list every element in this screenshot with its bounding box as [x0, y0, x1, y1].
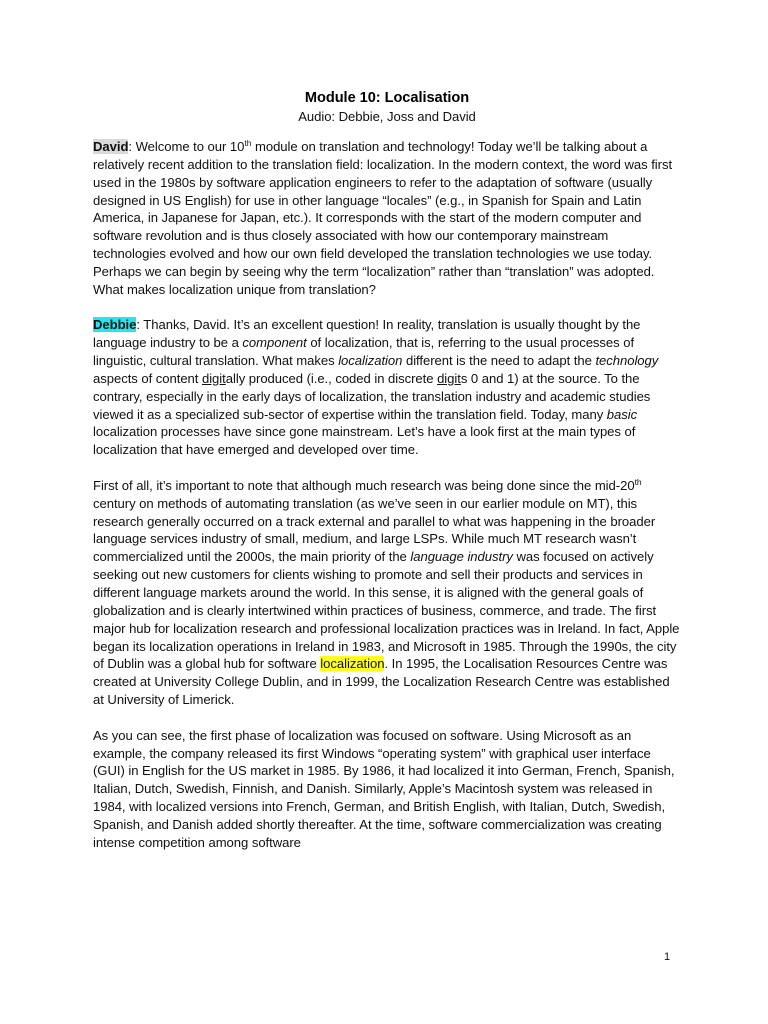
- text-run: of localization, that is, referring to the usual processes of linguistic, cultural translation. What makes: [93, 335, 635, 369]
- text-run: : Welcome to our 10: [128, 139, 245, 154]
- italic-text: component: [242, 335, 307, 351]
- paragraph-david-intro: [93, 138, 681, 299]
- superscript: th: [244, 138, 252, 148]
- italic-text: localization: [338, 353, 403, 369]
- text-run: century on methods of automating translation (as we’ve seen in our earlier module on MT), this research generally occurred on a track external and parallel to what was happening in the broader language services industry of small, medium, and large LSPs. While much MT research wasn’t commercialized until the 2000s, the main priority of the: [93, 495, 656, 565]
- paragraph-software-phase: [93, 727, 681, 852]
- superscript: th: [634, 476, 642, 487]
- speaker-label-debbie: Debbie: [93, 317, 137, 333]
- text-run: was focused on actively seeking out new customers for clients wishing to promote and sell their products and services in different language markets around the world. In this sense, it is aligned with the general goals of globalization and is clearly intertwined within practices of business, commerce, and trade. The first major hub for localization research and professional localization practices was in Ireland. In fact, Apple began its localization operations in Ireland in 1983, and Microsoft in 1985. Through the 1990s, the city of Dublin was a global hub for software: [93, 549, 680, 672]
- italic-text: basic: [606, 406, 638, 422]
- text-run: localization processes have since gone mainstream. Let’s have a look first at the main types of localization that have emerged and developed over time.: [93, 424, 636, 458]
- text-run: aspects of content: [93, 370, 202, 386]
- italic-text: technology: [595, 353, 659, 369]
- text-run: First of all, it’s important to note that although much research was being done since the mid-20: [93, 477, 635, 493]
- highlighted-term: localization: [320, 656, 385, 672]
- text-run: module on translation and technology! Today we’ll be talking about a relatively recent addition to the translation field: localization. In the modern context, the word was first used in the 1980s by software application engineers to refer to the adaptation of software (usually designed in US English) for use in other language “locales” (e.g., in Spanish for Spain and Latin America, in Japanese for Japan, etc.). It corresponds with the start of the modern computer and software revolution and is thus closely associated with how our contemporary mainstream technologies evolved and how our own field developed the translation technologies we use today. Perhaps we can begin by seeing why the term “localization” rather than “translation” was adopted. What makes localization unique from translation?: [93, 139, 673, 297]
- page-number: 1: [664, 951, 671, 963]
- document-subtitle: Audio: Debbie, Joss and David: [298, 109, 476, 124]
- underlined-text: digit: [437, 370, 461, 386]
- text-run: s 0 and 1) at the source. To the contrary, especially in the early days of localization, the translation industry and academic studies viewed it as a specialized sub-sector of expertise within the translation field. Today, many: [93, 370, 651, 422]
- text-run: . In 1995, the Localisation Resources Centre was created at University College Dublin, and in 1999, the Localization Research Centre was established at University of Limerick.: [93, 656, 670, 708]
- text-run: : Thanks, David. It’s an excellent question! In reality, translation is usually thought by the language industry to be a: [93, 317, 641, 351]
- italic-text: language industry: [410, 549, 513, 565]
- text-run: ally produced (i.e., coded in discrete: [225, 370, 438, 386]
- underlined-text: digit: [201, 370, 226, 386]
- paragraph-debbie-answer: [93, 316, 681, 459]
- paragraph-history: [93, 477, 681, 709]
- speaker-label-david: David: [93, 139, 129, 154]
- text-run: As you can see, the first phase of localization was focused on software. Using Microsoft as an example, the company released its first Windows “operating system” with graphical user interface (GUI) in English for the US market in 1985. By 1986, it had localized it into German, French, Spanish, Italian, Dutch, Swedish, Finnish, and Danish. Similarly, Apple’s Macintosh system was released in 1984, with localized versions into French, German, and British English, with Italian, Dutch, Swedish, Spanish, and Danish added shortly thereafter. At the time, software commercialization was creating intense competition among software: [93, 727, 675, 850]
- document-page: [93, 88, 681, 869]
- document-title: Module 10: Localisation: [304, 90, 470, 106]
- text-run: different is the need to adapt the: [402, 353, 596, 369]
